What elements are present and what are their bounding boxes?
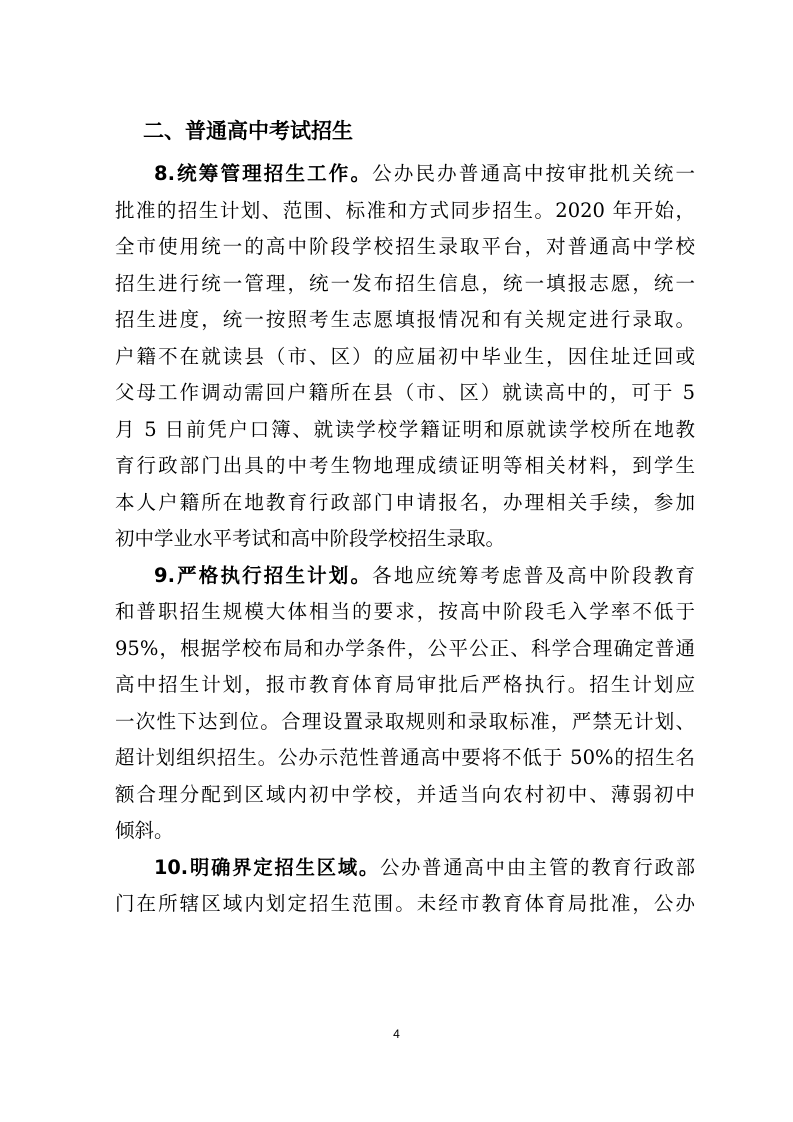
section-heading: 二、普通高中考试招生 [143,119,353,143]
paragraph-line: 本人户籍所在地教育行政部门申请报名，办理相关手续，参加 [115,490,695,514]
paragraph-line: 超计划组织招生。公办示范性普通高中要将不低于 50%的招生名 [115,746,695,769]
paragraph-line: 高中招生计划，报市教育体育局审批后严格执行。招生计划应 [115,673,695,696]
paragraph-line: 95%，根据学校布局和办学条件，公平公正、科学合理确定普通 [115,636,695,660]
paragraph-line: 批准的招生计划、范围、标准和方式同步招生。2020 年开始， [115,198,695,222]
paragraph-line: 父母工作调动需回户籍所在县（市、区）就读高中的，可于 5 [115,381,695,404]
paragraph-line: 月 5 日前凭户口簿、就读学校学籍证明和原就读学校所在地教 [115,417,695,441]
paragraph-line: 门在所辖区域内划定招生范围。未经市教育体育局批准，公办 [115,892,695,915]
paragraph-line: 招生进度，统一按照考生志愿填报情况和有关规定进行录取。 [115,308,695,331]
paragraph-line: 初中学业水平考试和高中阶段学校招生录取。 [115,527,506,550]
paragraph-9 [115,558,695,850]
page-number: 4 [393,1027,400,1041]
paragraph-text: 各地应统筹考虑普及高中阶段教育 [372,563,695,587]
paragraph-10 [115,850,695,923]
paragraph-lead: 10.明确界定招生区域。 [154,855,381,879]
paragraph-line: 额合理分配到区域内初中学校，并适当向农村初中、薄弱初中 [115,782,695,806]
paragraph-line: 倾斜。 [115,819,174,842]
paragraph-line [115,558,695,595]
paragraph-line: 育行政部门出具的中考生物地理成绩证明等相关材料，到学生 [115,454,695,477]
paragraph-line [115,156,695,193]
paragraph-line: 和普职招生规模大体相当的要求，按高中阶段毛入学率不低于 [115,600,695,623]
paragraph-text: 公办民办普通高中按审批机关统一 [372,162,695,185]
paragraph-line: 一次性下达到位。合理设置录取规则和录取标准，严禁无计划、 [115,709,695,733]
document-body [115,116,695,923]
paragraph-line [115,850,695,887]
paragraph-line: 招生进行统一管理，统一发布招生信息，统一填报志愿，统一 [115,271,695,295]
paragraph-lead: 8.统筹管理招生工作。 [154,162,373,185]
paragraph-8 [115,156,695,558]
paragraph-line: 全市使用统一的高中阶段学校招生录取平台，对普通高中学校 [115,235,695,258]
paragraph-text: 公办普通高中由主管的教育行政部 [380,855,695,879]
paragraph-line: 户籍不在就读县（市、区）的应届初中毕业生，因住址迁回或 [115,344,695,368]
paragraph-lead: 9.严格执行招生计划。 [154,563,373,587]
